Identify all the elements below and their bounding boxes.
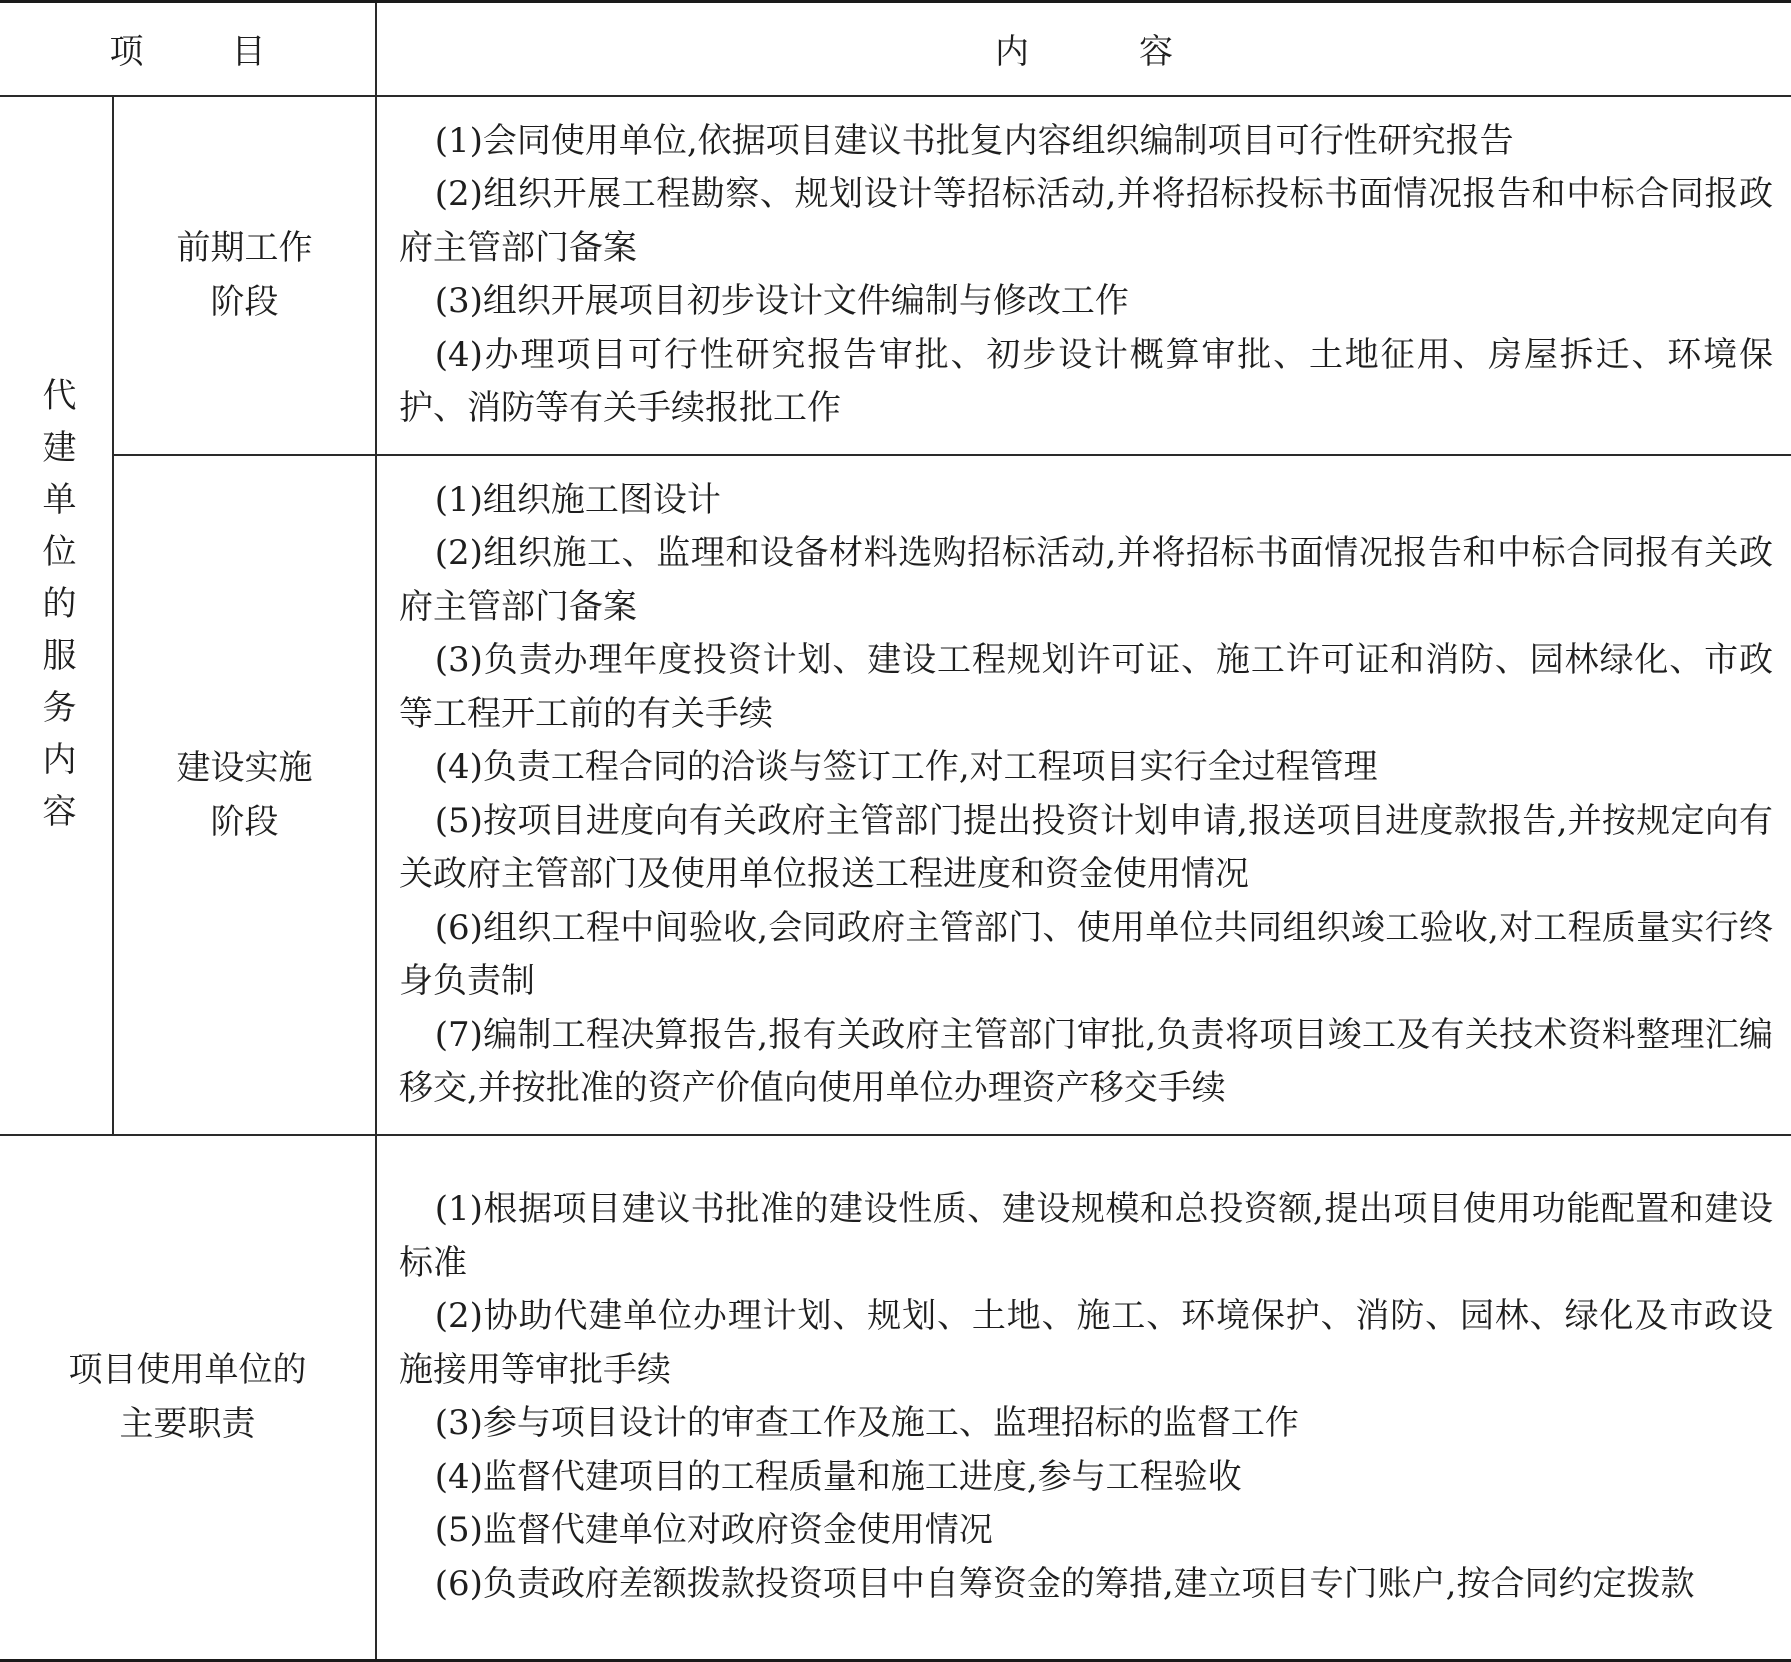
construction-item: (7)编制工程决算报告,报有关政府主管部门审批,负责将项目竣工及有关技术资料整理汇编移交,并按批准的资产价值向使用单位办理资产移交手续 — [399, 1014, 1773, 1108]
preliminary-stage-cell — [113, 96, 376, 455]
header-content-label: 内容 — [995, 32, 1283, 73]
header-item-label: 项目 — [109, 32, 354, 73]
agent-services-label: 代建单位的服务内容 — [36, 376, 76, 845]
preliminary-item: (1)会同使用单位,依据项目建议书批复内容组织编制项目可行性研究报告 — [434, 120, 1514, 161]
construction-stage-line2: 阶段 — [210, 801, 279, 842]
construction-content-cell — [376, 455, 1791, 1135]
preliminary-content-cell — [376, 96, 1791, 455]
preliminary-item: (2)组织开展工程勘察、规划设计等招标活动,并将招标投标书面情况报告和中标合同报政府主管部门备案 — [399, 174, 1773, 268]
user-unit-item: (4)监督代建项目的工程质量和施工进度,参与工程验收 — [434, 1456, 1242, 1497]
construction-stage-cell — [113, 455, 376, 1135]
preliminary-item: (4)办理项目可行性研究报告审批、初步设计概算审批、土地征用、房屋拆迁、环境保护、消防等有关手续报批工作 — [399, 334, 1773, 428]
user-unit-item: (1)根据项目建议书批准的建设性质、建设规模和总投资额,提出项目使用功能配置和建设标准 — [399, 1189, 1773, 1283]
preliminary-stage-line1: 前期工作 — [176, 228, 313, 268]
construction-item: (2)组织施工、监理和设备材料选购招标活动,并将招标书面情况报告和中标合同报有关政府主管部门备案 — [399, 533, 1773, 627]
user-unit-item: (5)监督代建单位对政府资金使用情况 — [434, 1510, 993, 1551]
construction-row — [0, 455, 1791, 1135]
construction-stage-line1: 建设实施 — [176, 747, 313, 788]
user-unit-label-line1: 项目使用单位的 — [68, 1350, 307, 1391]
header-item-cell — [0, 2, 376, 96]
user-unit-row — [0, 1135, 1791, 1661]
preliminary-item: (3)组织开展项目初步设计文件编制与修改工作 — [434, 281, 1129, 321]
construction-item: (3)负责办理年度投资计划、建设工程规划许可证、施工许可证和消防、园林绿化、市政等工程开工前的有关手续 — [399, 640, 1773, 734]
user-unit-label-line2: 主要职责 — [119, 1404, 256, 1445]
user-unit-item: (3)参与项目设计的审查工作及施工、监理招标的监督工作 — [434, 1403, 1299, 1444]
construction-item: (6)组织工程中间验收,会同政府主管部门、使用单位共同组织竣工验收,对工程质量实行终身负责制 — [399, 907, 1773, 1001]
construction-item: (4)负责工程合同的洽谈与签订工作,对工程项目实行全过程管理 — [434, 747, 1378, 787]
user-unit-cell — [0, 1135, 376, 1661]
header-content-cell — [376, 2, 1791, 96]
user-unit-item: (6)负责政府差额拨款投资项目中自筹资金的筹措,建立项目专门账户,按合同约定拨款 — [434, 1563, 1695, 1604]
preliminary-stage-line2: 阶段 — [210, 282, 279, 322]
construction-item: (5)按项目进度向有关政府主管部门提出投资计划申请,报送项目进度款报告,并按规定向有关政府主管部门及使用单位报送工程进度和资金使用情况 — [399, 800, 1773, 894]
preliminary-row — [0, 96, 1791, 455]
user-unit-content-cell — [376, 1135, 1791, 1661]
agent-services-cell — [0, 96, 113, 1135]
construction-item: (1)组织施工图设计 — [434, 479, 721, 520]
user-unit-item: (2)协助代建单位办理计划、规划、土地、施工、环境保护、消防、园林、绿化及市政设施接用等审批手续 — [399, 1296, 1773, 1390]
header-row — [0, 2, 1791, 96]
